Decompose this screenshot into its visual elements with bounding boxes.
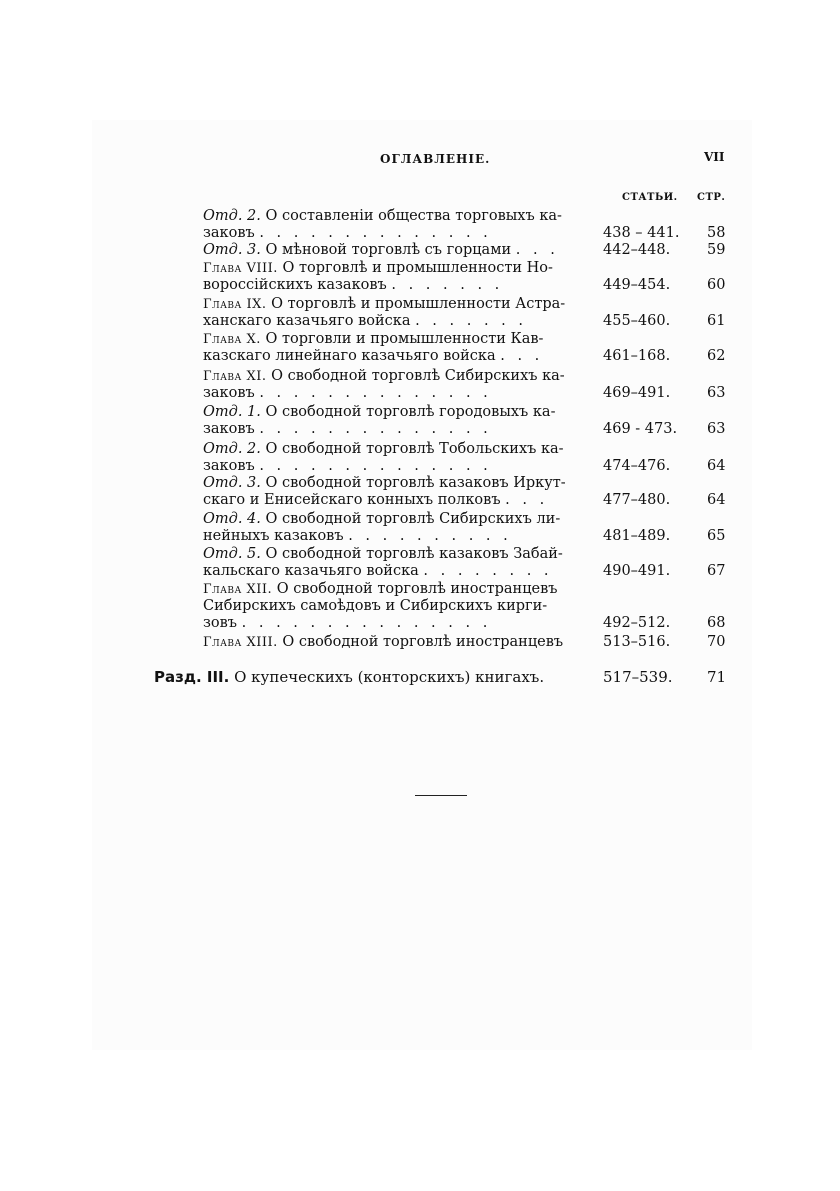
leader-dots: . . . — [515, 242, 559, 258]
toc-entry-text: О торговли и промышленности Кав- — [265, 331, 544, 347]
toc-entry-text: О составленіи общества торговыхъ ка- — [265, 208, 562, 224]
toc-entry-label: Глава XI. — [203, 369, 267, 384]
toc-articles: 438 – 441. — [603, 225, 680, 241]
leader-dots: . . . . . . . — [391, 277, 504, 293]
toc-page: 70 — [707, 634, 726, 650]
toc-entry-text: О свободной торговлѣ Тобольскихъ ка- — [265, 441, 564, 457]
toc-line — [203, 492, 598, 509]
toc-entry-text: заковъ — [203, 421, 255, 437]
toc-line — [203, 441, 598, 458]
toc-entry-text: О свободной торговлѣ иностранцевъ — [282, 634, 564, 650]
section-articles: 517–539. — [603, 668, 673, 686]
page-column-header: СТР. — [697, 192, 726, 203]
toc-entry-text: Сибирскихъ самоѣдовъ и Сибирскихъ кирги- — [203, 598, 548, 614]
toc-entry-text: заковъ — [203, 458, 255, 474]
toc-line — [203, 404, 598, 421]
toc-line — [203, 421, 598, 438]
toc-entry-label: Отд. 2. — [203, 441, 261, 457]
toc-line — [203, 528, 598, 545]
toc-line — [203, 331, 598, 348]
toc-page: 68 — [707, 615, 726, 631]
toc-entry-text: О свободной торговлѣ городовыхъ ка- — [265, 404, 556, 420]
toc-entry-text: казскаго линейнаго казачьяго войска — [203, 348, 496, 364]
toc-line — [203, 225, 598, 242]
leader-dots: . . . . . . . . . . . . . . — [259, 385, 492, 401]
toc-articles: 490–491. — [603, 563, 671, 579]
toc-page: 63 — [707, 421, 726, 437]
toc-articles: 481–489. — [603, 528, 671, 544]
toc-page: 61 — [707, 313, 726, 329]
toc-line — [203, 242, 598, 259]
leader-dots: . . . — [500, 348, 544, 364]
toc-line — [203, 475, 598, 492]
toc-articles: 469–491. — [603, 385, 671, 401]
toc-articles: 492–512. — [603, 615, 671, 631]
toc-articles: 449–454. — [603, 277, 671, 293]
toc-articles: 442–448. — [603, 242, 671, 258]
toc-entry-text: О свободной торговлѣ казаковъ Иркут- — [265, 475, 566, 491]
toc-entry-label: Отд. 3. — [203, 475, 261, 491]
toc-line — [203, 208, 598, 225]
toc-entry-label: Глава X. — [203, 332, 261, 347]
toc-entry-text: О свободной торговлѣ Сибирскихъ ли- — [265, 511, 561, 527]
toc-entry-text: О свободной торговлѣ Сибирскихъ ка- — [271, 368, 565, 384]
toc-line — [203, 260, 598, 277]
page-number: VII — [704, 150, 725, 164]
toc-page: 62 — [707, 348, 726, 364]
toc-articles: 455–460. — [603, 313, 671, 329]
toc-articles: 477–480. — [603, 492, 671, 508]
toc-entry-label: Отд. 5. — [203, 546, 261, 562]
toc-page: 67 — [707, 563, 726, 579]
toc-entry-label: Глава XII. — [203, 582, 273, 597]
toc-entry-label: Отд. 1. — [203, 404, 261, 420]
toc-line — [203, 296, 598, 313]
toc-line — [203, 458, 598, 475]
toc-entry-text: скаго и Енисейскаго конныхъ полковъ — [203, 492, 501, 508]
toc-line — [203, 598, 598, 615]
toc-articles: 513–516. — [603, 634, 671, 650]
leader-dots: . . . — [505, 492, 549, 508]
toc-page: 64 — [707, 458, 726, 474]
toc-page: 63 — [707, 385, 726, 401]
section-label: Разд. III. — [154, 669, 230, 686]
toc-line — [203, 313, 598, 330]
toc-entry-label: Глава XIII. — [203, 635, 278, 650]
section-page: 71 — [707, 668, 727, 686]
toc-line — [203, 385, 598, 402]
toc-entry-text: О мѣновой торговлѣ съ горцами — [265, 242, 512, 258]
toc-entry-text: О торговлѣ и промышленности Но- — [282, 260, 553, 276]
toc-line — [154, 669, 594, 686]
leader-dots: . . . . . . . . . . . . . . — [259, 421, 492, 437]
leader-dots: . . . . . . . . . . . . . . — [259, 225, 492, 241]
toc-page: 65 — [707, 528, 726, 544]
end-rule — [415, 795, 467, 796]
toc-line — [203, 368, 598, 385]
toc-entry-label: Отд. 4. — [203, 511, 261, 527]
toc-page: 64 — [707, 492, 726, 508]
toc-line — [203, 563, 598, 580]
page-title: ОГЛАВЛЕНIЕ. — [380, 152, 491, 166]
toc-entry-text: вороссійскихъ казаковъ — [203, 277, 387, 293]
leader-dots: . . . . . . . . . . — [348, 528, 512, 544]
toc-articles: 469 - 473. — [603, 421, 678, 437]
toc-line — [203, 546, 598, 563]
toc-entry-label: Глава VIII. — [203, 261, 278, 276]
toc-page: 59 — [707, 242, 726, 258]
toc-entry-text: О свободной торговлѣ иностранцевъ — [276, 581, 558, 597]
toc-page: 60 — [707, 277, 726, 293]
section-text: О купеческихъ (конторскихъ) книгахъ. — [234, 669, 545, 686]
toc-entry-label: Глава IX. — [203, 297, 267, 312]
leader-dots: . . . . . . . — [415, 313, 527, 329]
toc-entry-text: заковъ — [203, 225, 255, 241]
toc-entry-text: О торговлѣ и промышленности Астра- — [271, 296, 566, 312]
toc-entry-text: нейныхъ казаковъ — [203, 528, 344, 544]
toc-line — [203, 581, 598, 598]
toc-entry-text: ханскаго казачьяго войска — [203, 313, 411, 329]
leader-dots: . . . . . . . . . . . . . . — [259, 458, 492, 474]
toc-articles: 461–168. — [603, 348, 671, 364]
toc-articles: 474–476. — [603, 458, 671, 474]
toc-entry-text: зовъ — [203, 615, 238, 631]
toc-line — [203, 634, 598, 651]
toc-line — [203, 615, 598, 632]
toc-entry-text: заковъ — [203, 385, 255, 401]
articles-column-header: СТАТЬИ. — [622, 192, 678, 203]
toc-entry-text: кальскаго казачьяго войска — [203, 563, 419, 579]
toc-page: 58 — [707, 225, 726, 241]
toc-entry-label: Отд. 2. — [203, 208, 261, 224]
leader-dots: . . . . . . . . . . . . . . . — [241, 615, 492, 631]
toc-line — [203, 348, 598, 365]
toc-entry-text: О свободной торговлѣ казаковъ Забай- — [265, 546, 563, 562]
toc-entry-label: Отд. 3. — [203, 242, 261, 258]
toc-line — [203, 511, 598, 528]
leader-dots: . . . . . . . . — [423, 563, 553, 579]
toc-line — [203, 277, 598, 294]
